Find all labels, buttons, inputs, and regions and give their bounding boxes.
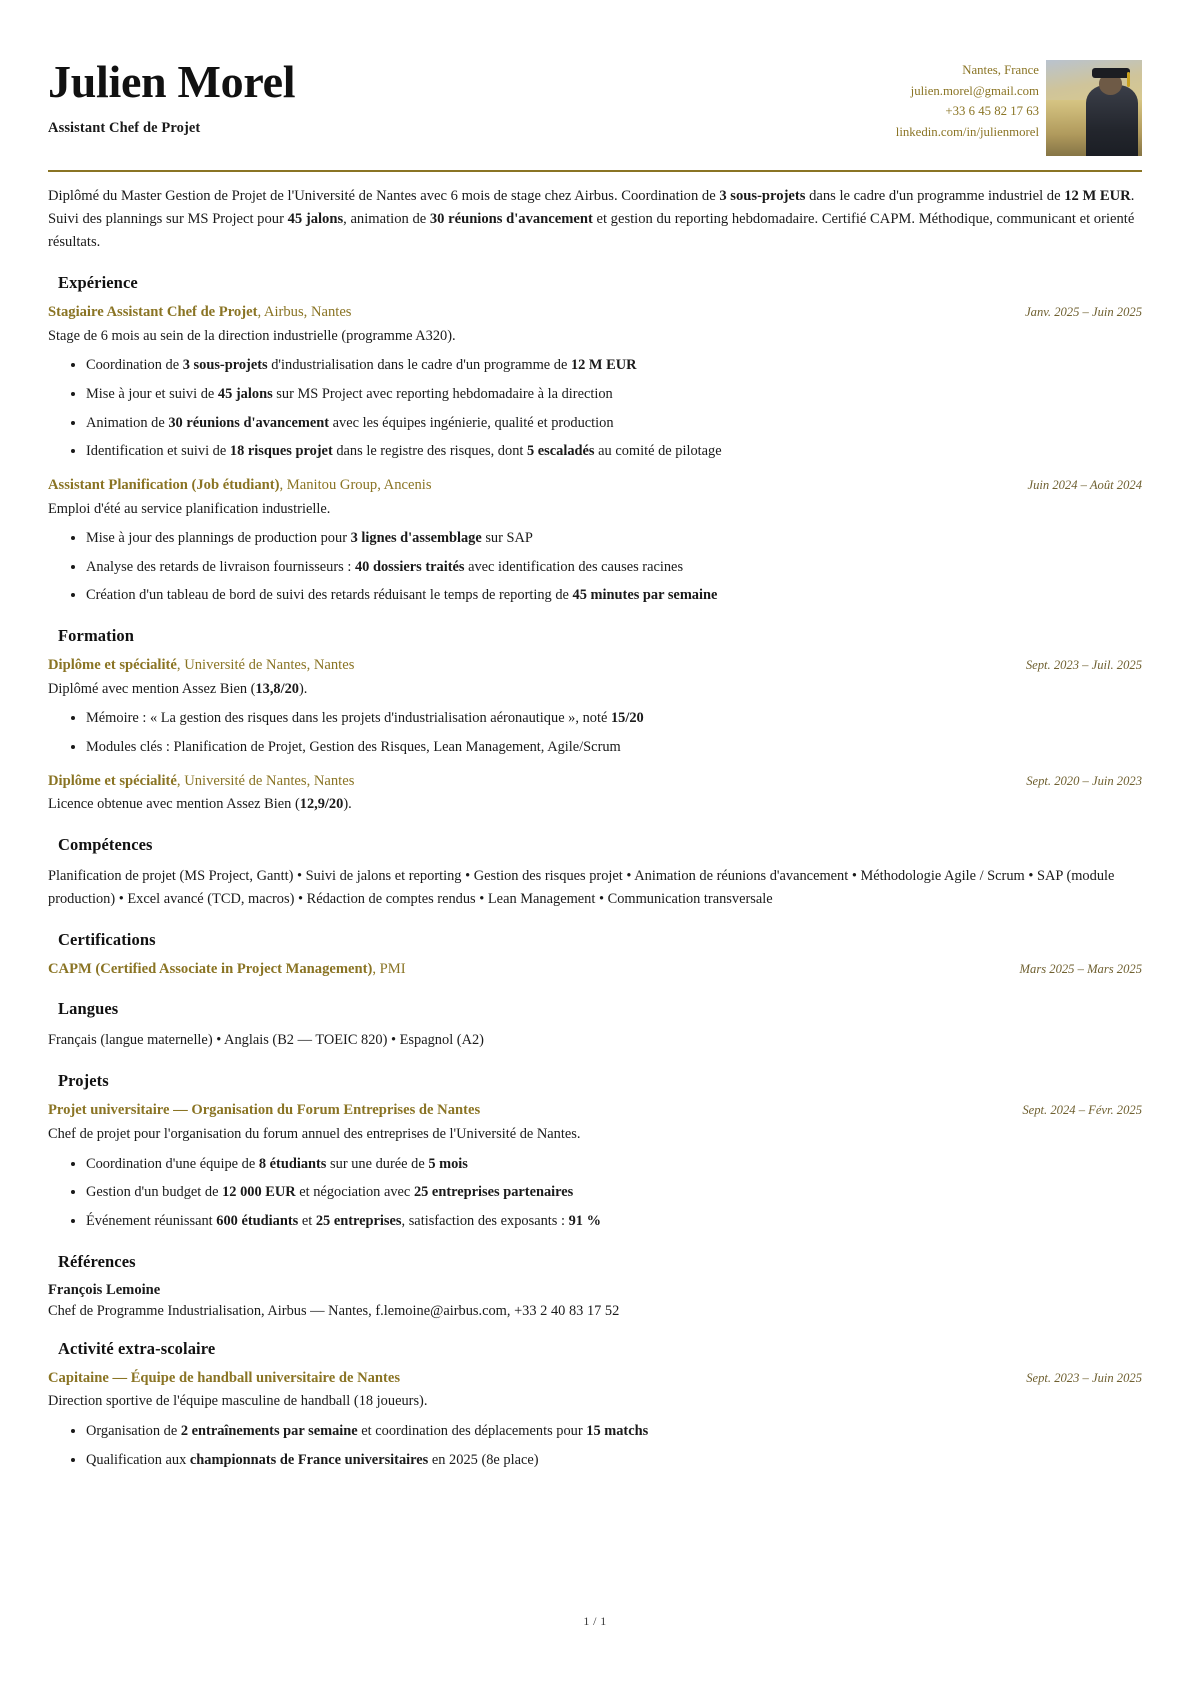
body-text: . Suivi des plannings sur MS Project pour (48, 188, 1135, 228)
body-text: et gestion du reporting hebdomadaire. Certifié CAPM. Méthodique, communicant et orienté résultats. (48, 211, 1135, 251)
emphasis-text: 15 matchs (586, 1422, 649, 1439)
entry-description: Emploi d'été au service planification industrielle. (48, 500, 331, 517)
list-item (86, 737, 1142, 759)
emphasis-text: 12 M EUR (570, 357, 637, 374)
entry-date: Janv. 2025 – Juin 2025 (1025, 305, 1142, 320)
emphasis-text: 40 dossiers traités (354, 558, 465, 575)
entry-header (48, 303, 1142, 323)
emphasis-text: 30 réunions d'avancement (429, 211, 593, 228)
entry-header (48, 1369, 1142, 1389)
emphasis-text: 3 sous-projets (182, 357, 268, 374)
entry-title-primary: Stagiaire Assistant Chef de Projet (48, 304, 258, 321)
entry-date: Sept. 2023 – Juin 2025 (1026, 1370, 1142, 1385)
entry-header (48, 960, 1142, 980)
list-item (86, 384, 1142, 406)
entry-description (48, 679, 1142, 701)
list-item (86, 708, 1142, 730)
section-experience (48, 273, 1142, 607)
body-text: Analyse des retards de livraison fournisseurs : (86, 558, 355, 575)
cv-entry (48, 476, 1142, 607)
entry-description: Direction sportive de l'équipe masculine de handball (18 joueurs). (48, 1393, 428, 1410)
body-text: Coordination de (86, 357, 183, 374)
emphasis-text: 25 entreprises partenaires (413, 1184, 574, 1201)
entry-title-secondary: , Université de Nantes, Nantes (176, 657, 355, 673)
list-item (86, 1211, 1142, 1233)
emphasis-text: 5 mois (428, 1155, 468, 1172)
entry-title (48, 960, 406, 980)
section-langues (48, 999, 1142, 1052)
header-contact-block (896, 54, 1142, 156)
cv-entry (48, 960, 1142, 980)
section-projets (48, 1071, 1142, 1232)
entry-title (48, 772, 354, 792)
body-text: Organisation de (86, 1422, 181, 1439)
list-item (86, 557, 1142, 579)
emphasis-text: 12 M EUR (1064, 188, 1131, 204)
list-item (86, 1450, 1142, 1472)
entry-date: Sept. 2020 – Juin 2023 (1026, 773, 1142, 788)
contact-location: Nantes, France (962, 63, 1039, 77)
emphasis-text: 45 minutes par semaine (572, 587, 718, 604)
entry-header (48, 656, 1142, 676)
section-title-projets: Projets (58, 1071, 109, 1091)
body-text: , animation de (343, 211, 430, 228)
section-title-experience: Expérience (58, 273, 138, 293)
contact-details (896, 60, 1039, 143)
entry-title-secondary: , Manitou Group, Ancenis (279, 476, 432, 493)
emphasis-text: 3 lignes d'assemblage (350, 530, 482, 547)
emphasis-text: 91 % (568, 1213, 601, 1229)
body-text: dans le registre des risques, dont (332, 443, 527, 460)
list-item (86, 528, 1142, 550)
entry-bullet-list (48, 1154, 1142, 1233)
entry-title (48, 1369, 400, 1389)
cv-entry (48, 772, 1142, 816)
entry-date: Sept. 2024 – Févr. 2025 (1022, 1103, 1142, 1118)
body-text: et (298, 1213, 316, 1229)
body-text: ). (343, 796, 352, 813)
entry-title-primary: Capitaine — Équipe de handball universitaire de Nantes (48, 1369, 401, 1386)
body-text: Animation de (86, 414, 169, 431)
entry-description: Chef de projet pour l'organisation du forum annuel des entreprises de l'Université de Nantes. (48, 1126, 581, 1143)
body-text: Coordination d'une équipe de (86, 1155, 259, 1172)
section-formation (48, 626, 1142, 816)
entry-title (48, 1101, 480, 1121)
entry-title-primary: Diplôme et spécialité (48, 772, 177, 789)
body-text: Mise à jour et suivi de (86, 386, 218, 403)
entry-title-primary: Projet universitaire — Organisation du Forum Entreprises de Nantes (48, 1102, 481, 1119)
section-title-formation: Formation (58, 626, 135, 645)
emphasis-text: 5 escaladés (526, 443, 595, 460)
page-title: Julien Morel (48, 56, 296, 107)
entry-title (48, 303, 351, 323)
entry-bullet-list (48, 528, 1142, 607)
page-indicator: 1 / 1 (583, 1614, 607, 1628)
entry-title-secondary: , PMI (372, 961, 406, 978)
entry-description: Stage de 6 mois au sein de la direction industrielle (programme A320). (48, 327, 456, 344)
body-text: Identification et suivi de (86, 443, 230, 460)
section-references (48, 1252, 1142, 1320)
entry-header (48, 1101, 1142, 1121)
list-item (86, 355, 1142, 377)
cv-entry (48, 1101, 1142, 1232)
reference-details: Chef de Programme Industrialisation, Airbus — Nantes, f.lemoine@airbus.com, +33 2 40 83 17 52 (48, 1302, 620, 1319)
emphasis-text: championnats de France universitaires (189, 1451, 429, 1468)
emphasis-text: 12,9/20 (299, 796, 344, 813)
entry-title-primary: Assistant Planification (Job étudiant) (48, 476, 280, 493)
cv-entry (48, 303, 1142, 463)
body-text: Licence obtenue avec mention Assez Bien ( (48, 796, 300, 813)
emphasis-text: 12 000 EUR (222, 1184, 296, 1201)
body-text: en 2025 (8e place) (428, 1451, 539, 1468)
body-text: Diplômé du Master Gestion de Projet de l'Université de Nantes avec 6 mois de stage chez Airbus. Coordination de (48, 188, 720, 204)
body-text: et coordination des déplacements pour (357, 1422, 587, 1439)
header-divider (48, 170, 1142, 172)
contact-linkedin[interactable]: linkedin.com/in/julienmorel (895, 125, 1039, 140)
cv-entry (48, 656, 1142, 759)
photo-person (1086, 85, 1138, 156)
body-text: Événement réunissant (86, 1213, 217, 1229)
certifications-entries (48, 960, 1142, 980)
emphasis-text: 13,8/20 (255, 680, 299, 697)
emphasis-text: 15/20 (610, 710, 644, 727)
entry-bullet-list (48, 355, 1142, 462)
entry-bullet-list (48, 708, 1142, 758)
body-text: Modules clés : Planification de Projet, Gestion des Risques, Lean Management, Agile/Scrum (86, 738, 621, 755)
emphasis-text: 30 réunions d'avancement (168, 414, 330, 431)
entry-header (48, 772, 1142, 792)
body-text: sur MS Project avec reporting hebdomadaire à la direction (272, 386, 613, 403)
entry-date: Sept. 2023 – Juil. 2025 (1025, 658, 1142, 672)
list-item (86, 441, 1142, 463)
entry-title-primary: CAPM (Certified Associate in Project Management) (48, 961, 373, 978)
body-text: Qualification aux (86, 1451, 190, 1468)
emphasis-text: 600 étudiants (216, 1213, 299, 1229)
body-text: et négociation avec (295, 1184, 414, 1201)
list-item (86, 413, 1142, 435)
entry-date: Mars 2025 – Mars 2025 (1019, 962, 1142, 977)
body-text: Gestion d'un budget de (86, 1184, 223, 1201)
graduation-cap-icon (1092, 68, 1130, 79)
emphasis-text: 45 jalons (217, 386, 273, 403)
entry-header (48, 476, 1142, 496)
body-text: avec identification des causes racines (464, 558, 684, 575)
summary-paragraph (48, 185, 1142, 254)
list-item (86, 1421, 1142, 1443)
section-title-langues: Langues (58, 999, 119, 1019)
entry-title (48, 656, 354, 676)
header-identity (48, 54, 295, 137)
body-text: dans le cadre d'un programme industriel de (805, 188, 1065, 204)
langues-list: Français (langue maternelle) • Anglais (B2 — TOEIC 820) • Espagnol (A2) (48, 1032, 484, 1049)
entry-title-primary: Diplôme et spécialité (48, 657, 177, 673)
body-text: Mémoire : « La gestion des risques dans les projets d'industrialisation aéronautique », noté (86, 710, 611, 727)
emphasis-text: 8 étudiants (258, 1155, 327, 1172)
extra-entries (48, 1369, 1142, 1472)
cv-entry (48, 1369, 1142, 1472)
contact-email[interactable]: julien.morel@gmail.com (910, 83, 1039, 98)
emphasis-text: 45 jalons (287, 211, 344, 228)
projets-entries (48, 1101, 1142, 1232)
experience-entries (48, 303, 1142, 607)
emphasis-text: 25 entreprises (315, 1213, 402, 1229)
cv-header (48, 48, 1142, 156)
emphasis-text: 2 entraînements par semaine (180, 1422, 358, 1439)
list-item (86, 1182, 1142, 1204)
body-text: sur SAP (481, 530, 533, 547)
section-certifications (48, 930, 1142, 980)
entry-bullet-list (48, 1421, 1142, 1471)
reference-name: François Lemoine (48, 1281, 161, 1298)
body-text: d'industrialisation dans le cadre d'un programme de (267, 357, 571, 374)
formation-entries (48, 656, 1142, 816)
cap-tassel-icon (1127, 72, 1131, 87)
emphasis-text: 18 risques projet (229, 443, 333, 460)
section-title-extra-scolaire: Activité extra-scolaire (58, 1338, 216, 1358)
competences-list: Planification de projet (MS Project, Gantt) • Suivi de jalons et reporting • Gestion des risques projet • Animation de réunions d'avancement • Méthodologie Agile / Scrum • SAP (module production) • Excel avancé (TCD, macros) • Rédaction de comptes rendus • Lean Management • Communication transversale (48, 867, 1115, 908)
list-item (86, 1154, 1142, 1176)
section-extra-scolaire (48, 1339, 1142, 1472)
entry-title (48, 476, 432, 496)
body-text: avec les équipes ingénierie, qualité et production (329, 414, 614, 431)
section-title-certifications: Certifications (58, 930, 156, 950)
section-competences (48, 835, 1142, 912)
entry-title-secondary: , Université de Nantes, Nantes (176, 772, 355, 789)
avatar (1046, 60, 1142, 156)
body-text: , satisfaction des exposants : (401, 1213, 569, 1229)
body-text: ). (299, 680, 308, 697)
section-title-references: Références (58, 1251, 136, 1271)
section-title-competences: Compétences (58, 834, 153, 854)
emphasis-text: 3 sous-projets (719, 188, 806, 204)
contact-phone[interactable]: +33 6 45 82 17 63 (945, 104, 1039, 119)
body-text: Création d'un tableau de bord de suivi des retards réduisant le temps de reporting de (86, 587, 573, 604)
body-text: sur une durée de (326, 1155, 429, 1172)
body-text: Diplômé avec mention Assez Bien ( (48, 680, 256, 697)
body-text: au comité de pilotage (594, 443, 722, 460)
list-item (86, 585, 1142, 607)
job-headline: Assistant Chef de Projet (48, 120, 201, 137)
entry-description (48, 794, 1142, 816)
entry-title-secondary: , Airbus, Nantes (257, 304, 352, 321)
entry-date: Juin 2024 – Août 2024 (1027, 477, 1142, 492)
body-text: Mise à jour des plannings de production pour (86, 530, 351, 547)
